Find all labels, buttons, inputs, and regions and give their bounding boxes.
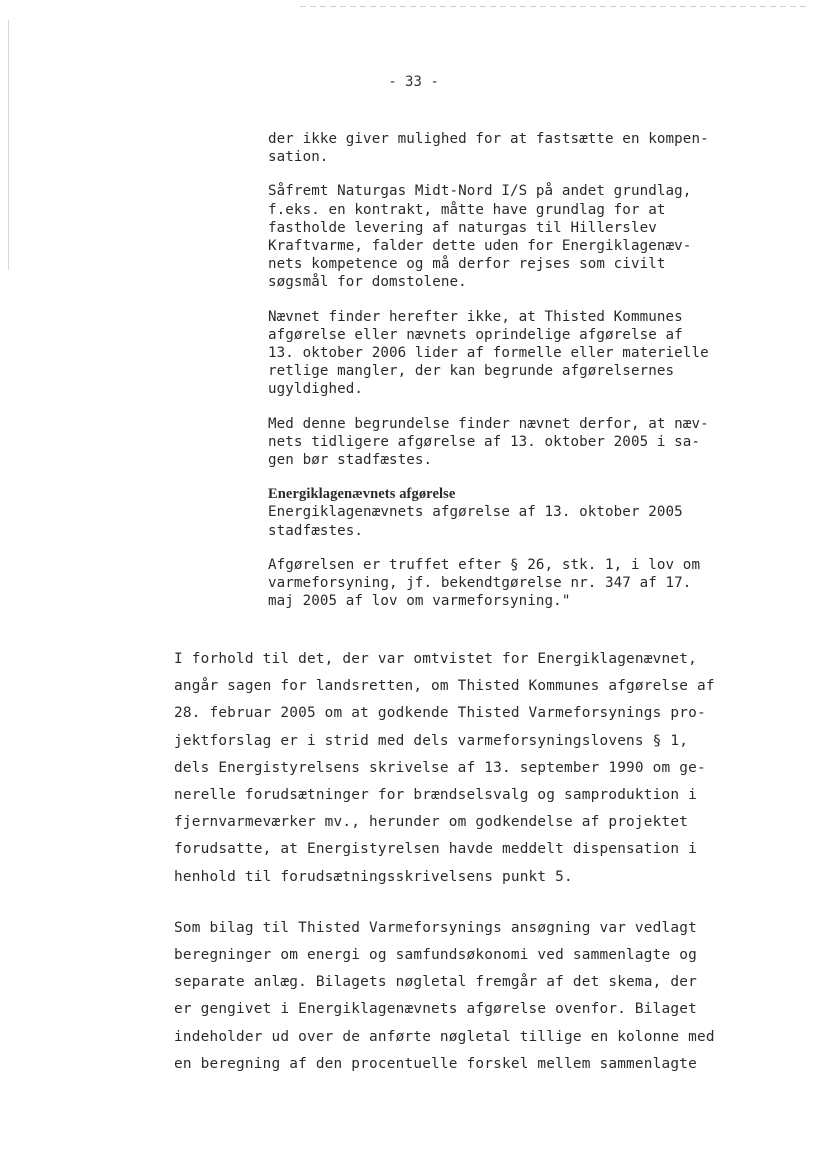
quote-paragraph-4: Med denne begrundelse finder nævnet derfor, at næv- nets tidligere afgørelse af 13. oktober 2005 i sa- gen bør stadfæstes. xyxy=(268,415,709,469)
scan-top-mark xyxy=(300,6,810,7)
quote-paragraph-1: der ikke giver mulighed for at fastsætte en kompen- sation. xyxy=(268,131,709,166)
body-paragraph-1: I forhold til det, der var omtvistet for Energiklagenævnet, angår sagen for landsretten, om Thisted Kommunes afgørelse af 28. februar 2005 om at godkende Thisted Varmeforsynings pro- jektforslag er i strid med dels varmeforsyningslovens § 1, dels Energistyrelsens skrivelse af 13. september 1990 om ge- nerelle forudsætninger for brændselsvalg og samproduktion i fjernvarmeværker mv., herunder om godkendelse af projektet forudsatte, at Energistyrelsen havde meddelt dispensation i henhold til forudsætningsskrivelsens punkt 5. xyxy=(174,651,715,885)
quote-paragraph-3: Nævnet finder herefter ikke, at Thisted Kommunes afgørelse eller nævnets oprindelige afgørelse af 13. oktober 2006 lider af formelle eller materielle retlige mangler, der kan begrunde afgørelsernes ugyldighed. xyxy=(268,308,709,398)
body-paragraph-2: Som bilag til Thisted Varmeforsynings ansøgning var vedlagt beregninger om energi og samfundsøkonomi ved sammenlagte og separate anlæg. Bilagets nøgletal fremgår af det skema, der er gengivet i Energiklagenævnets afgørelse ovenfor. Bilaget indeholder ud over de anførte nøgletal tillige en kolonne med en beregning af den procentuelle forskel mellem sammenlagte xyxy=(174,919,715,1072)
decision-section xyxy=(268,485,768,540)
decision-heading: Energiklagenævnets afgørelse xyxy=(268,486,456,503)
quoted-decision-block xyxy=(268,130,768,626)
quote-closing-paragraph: Afgørelsen er truffet efter § 26, stk. 1, i lov om varmeforsyning, jf. bekendtgørelse nr. 347 af 17. maj 2005 af lov om varmeforsyning." xyxy=(268,556,701,610)
page-number: - 33 - xyxy=(388,74,439,90)
scan-edge-mark xyxy=(8,20,9,270)
main-body-text xyxy=(174,646,774,1102)
quote-paragraph-2: Såfremt Naturgas Midt-Nord I/S på andet grundlag, f.eks. en kontrakt, måtte have grundlag for at fastholde levering af naturgas til Hillerslev Kraftvarme, falder dette uden for Energiklagenæv- nets kompetence og må derfor rejses som civilt søgsmål for domstolene. xyxy=(268,183,692,291)
decision-text: Energiklagenævnets afgørelse af 13. oktober 2005 stadfæstes. xyxy=(268,504,683,539)
